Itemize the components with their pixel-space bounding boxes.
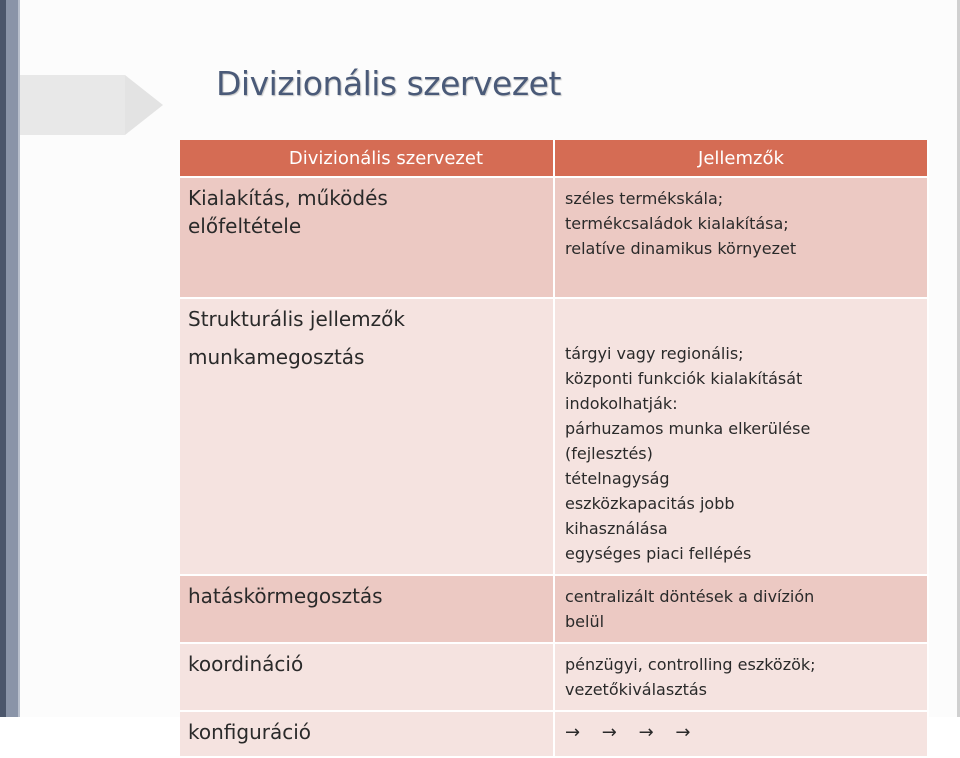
table-cell-aspect <box>180 298 554 575</box>
table-header-row <box>180 140 928 177</box>
cell-line: kihasználása <box>565 519 668 538</box>
table-cell-characteristic <box>554 298 928 575</box>
slide-left-accent-bar-light <box>6 0 18 717</box>
cell-line: hatáskörmegosztás <box>188 584 383 608</box>
right-arrows: → → → → <box>565 722 699 743</box>
table-header-right: Jellemzők <box>554 140 928 177</box>
cell-line: párhuzamos munka elkerülése <box>565 419 811 438</box>
cell-line: előfeltétele <box>188 214 302 238</box>
table-cell-characteristic <box>554 711 928 757</box>
cell-line: termékcsaládok kialakítása; <box>565 214 789 233</box>
cell-line: széles termékskála; <box>565 189 724 208</box>
cell-line: Strukturális jellemzők <box>188 307 405 331</box>
cell-line: eszközkapacitás jobb <box>565 494 735 513</box>
cell-line: (fejlesztés) <box>565 444 653 463</box>
cell-line: vezetőkiválasztás <box>565 680 707 699</box>
title-arrow-decoration-body <box>20 75 125 135</box>
table-row <box>180 711 928 757</box>
table-cell-characteristic <box>554 177 928 298</box>
cell-line: tételnagyság <box>565 469 670 488</box>
cell-line: indokolhatják: <box>565 394 678 413</box>
cell-line: belül <box>565 612 605 631</box>
table-header-left: Divizionális szervezet <box>180 140 554 177</box>
cell-line: tárgyi vagy regionális; <box>565 344 744 363</box>
table-row <box>180 643 928 711</box>
table-row <box>180 177 928 298</box>
table-cell-aspect <box>180 643 554 711</box>
cell-line: konfiguráció <box>188 720 312 744</box>
table-cell-characteristic <box>554 643 928 711</box>
cell-line: relatíve dinamikus környezet <box>565 239 797 258</box>
table-row <box>180 575 928 643</box>
cell-line: munkamegosztás <box>188 345 365 369</box>
title-arrow-decoration-head <box>125 75 163 135</box>
slide-title: Divizionális szervezet <box>216 64 561 103</box>
table-cell-characteristic <box>554 575 928 643</box>
divisional-structure-table <box>180 140 929 758</box>
table-cell-aspect <box>180 177 554 298</box>
table-cell-aspect <box>180 575 554 643</box>
cell-line: Kialakítás, működés <box>188 186 388 210</box>
table-row <box>180 298 928 575</box>
cell-line: centralizált döntések a divízión <box>565 587 815 606</box>
cell-line: egységes piaci fellépés <box>565 544 752 563</box>
cell-line: pénzügyi, controlling eszközök; <box>565 655 816 674</box>
table-cell-aspect <box>180 711 554 757</box>
cell-line: központi funkciók kialakítását <box>565 369 803 388</box>
cell-line: koordináció <box>188 652 304 676</box>
